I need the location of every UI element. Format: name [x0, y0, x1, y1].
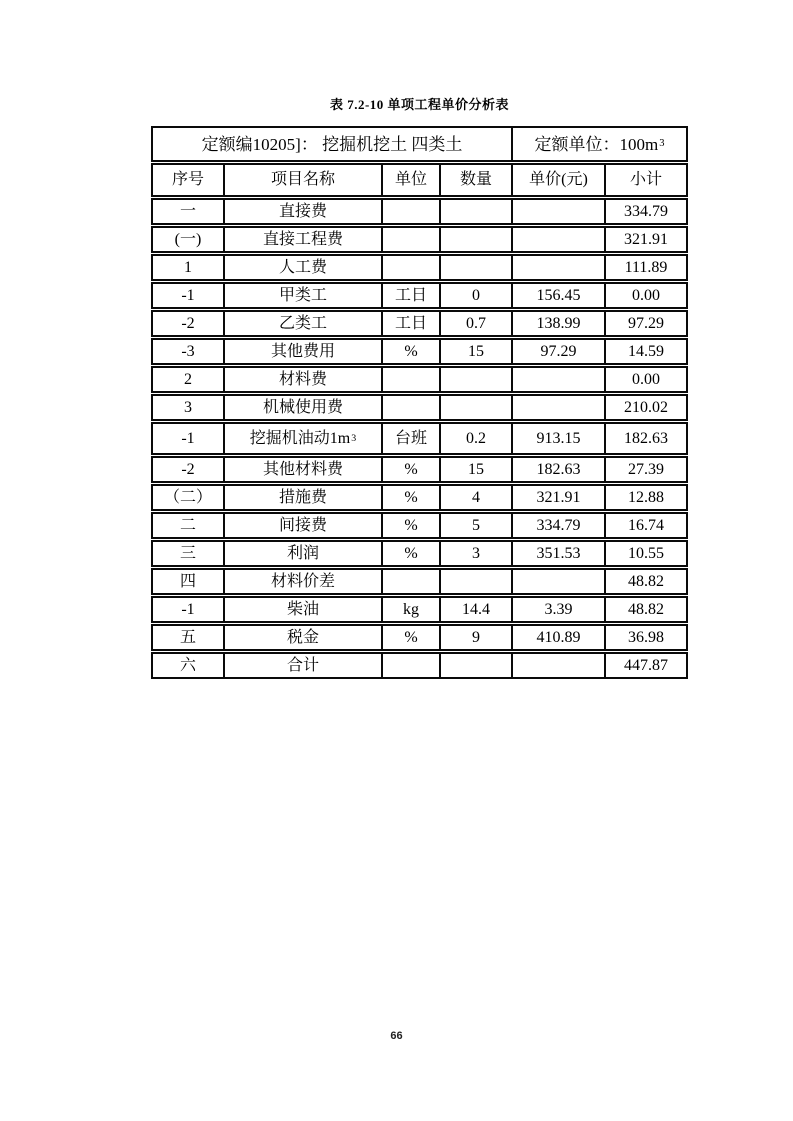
- cell-seq: -1: [153, 424, 225, 453]
- cell-seq: 五: [153, 626, 225, 649]
- cell-name: 利润: [225, 542, 383, 565]
- cell-qty: 0: [441, 284, 513, 307]
- cell-subtotal: 16.74: [628, 516, 664, 534]
- cell-subtotal: 0.00: [632, 286, 660, 304]
- cell-price: 182.63: [513, 458, 606, 481]
- cell-name: 人工费: [225, 256, 383, 279]
- cell-price: 351.53: [513, 542, 606, 565]
- cell-subtotal: 48.82: [628, 572, 664, 590]
- cell-qty: [441, 396, 513, 419]
- cell-name: 柴油: [225, 598, 383, 621]
- cell-price: 321.91: [513, 486, 606, 509]
- table-row: [151, 254, 688, 281]
- cell-seq: 3: [153, 396, 225, 419]
- cell-subtotal: 12.88: [628, 488, 664, 506]
- cell-qty: 9: [441, 626, 513, 649]
- cell-price: [513, 368, 606, 391]
- table-row: [151, 512, 688, 539]
- cell-unit: [383, 654, 441, 677]
- cell-price: [513, 200, 606, 223]
- cell-subtotal: 182.63: [624, 429, 668, 447]
- cell-name: 其他费用: [225, 340, 383, 363]
- cell-seq: -2: [153, 312, 225, 335]
- unit-price-table: [151, 126, 688, 679]
- cell-qty: 4: [441, 486, 513, 509]
- table-caption: 表 7.2-10 单项工程单价分析表: [329, 97, 510, 112]
- cell-subtotal: 447.87: [624, 656, 668, 674]
- cell-name: 间接费: [225, 514, 383, 537]
- cell-seq: -2: [153, 458, 225, 481]
- cell-unit: [383, 256, 441, 279]
- cell-price: 334.79: [513, 514, 606, 537]
- cell-unit: 工日: [383, 312, 441, 335]
- cell-price: 97.29: [513, 340, 606, 363]
- cell-name: 挖掘机油动1m 3: [225, 424, 383, 453]
- cell-seq: 2: [153, 368, 225, 391]
- cell-name: 其他材料费: [225, 458, 383, 481]
- table-row: [151, 624, 688, 651]
- item-name-text: 挖掘机油动1m: [249, 429, 351, 447]
- cell-subtotal: 97.29: [628, 314, 664, 332]
- cell-unit: [383, 570, 441, 593]
- table-row: [151, 366, 688, 393]
- cell-qty: 5: [441, 514, 513, 537]
- column-header-name: 项目名称: [225, 165, 383, 195]
- cell-qty: 15: [441, 340, 513, 363]
- cell-subtotal: 111.89: [624, 258, 668, 276]
- cell-unit: %: [383, 514, 441, 537]
- cell-subtotal: 36.98: [628, 628, 664, 646]
- cell-qty: [441, 654, 513, 677]
- cell-seq: （二）: [153, 486, 225, 509]
- table-row: [151, 540, 688, 567]
- cell-seq: -1: [153, 598, 225, 621]
- cell-seq: 六: [153, 654, 225, 677]
- cell-price: 913.15: [513, 424, 606, 453]
- column-header-unit: 单位: [383, 165, 441, 195]
- cell-name: 乙类工: [225, 312, 383, 335]
- table-row: [151, 394, 688, 421]
- quota-header-row: [151, 126, 688, 162]
- cell-price: [513, 396, 606, 419]
- cell-unit: %: [383, 458, 441, 481]
- cell-qty: [441, 200, 513, 223]
- cell-qty: [441, 570, 513, 593]
- table-row: [151, 310, 688, 337]
- cell-qty: [441, 368, 513, 391]
- cell-unit: %: [383, 486, 441, 509]
- cell-name: 甲类工: [225, 284, 383, 307]
- table-row: [151, 456, 688, 483]
- cell-price: 410.89: [513, 626, 606, 649]
- cell-subtotal: 14.59: [628, 342, 664, 360]
- cell-price: [513, 570, 606, 593]
- table-row: [151, 338, 688, 365]
- cell-seq: -1: [153, 284, 225, 307]
- cell-unit: [383, 396, 441, 419]
- cell-unit: %: [383, 340, 441, 363]
- cell-unit: %: [383, 626, 441, 649]
- cell-subtotal: 0.00: [632, 370, 660, 388]
- table-row: [151, 596, 688, 623]
- cell-seq: 1: [153, 256, 225, 279]
- cell-price: 156.45: [513, 284, 606, 307]
- cell-seq: (一): [153, 228, 225, 251]
- cell-qty: [441, 228, 513, 251]
- cell-qty: [441, 256, 513, 279]
- cell-unit: %: [383, 542, 441, 565]
- cell-name: 措施费: [225, 486, 383, 509]
- cell-unit: [383, 368, 441, 391]
- table-row: [151, 198, 688, 225]
- cell-seq: 一: [153, 200, 225, 223]
- cell-subtotal: 48.82: [628, 600, 664, 618]
- cell-name: 直接费: [225, 200, 383, 223]
- cell-name: 直接工程费: [225, 228, 383, 251]
- cell-qty: 0.7: [441, 312, 513, 335]
- column-header-price: 单价(元): [513, 165, 606, 195]
- table-row: [151, 422, 688, 455]
- cell-name: 合计: [225, 654, 383, 677]
- cell-name: 材料价差: [225, 570, 383, 593]
- cell-price: [513, 256, 606, 279]
- cell-qty: 15: [441, 458, 513, 481]
- table-row: [151, 282, 688, 309]
- quota-unit-label: 定额单位：: [534, 134, 620, 154]
- cell-unit: kg: [383, 598, 441, 621]
- cell-price: [513, 654, 606, 677]
- table-row: [151, 652, 688, 679]
- cell-price: 3.39: [513, 598, 606, 621]
- cell-unit: 台班: [383, 424, 441, 453]
- column-header-qty: 数量: [441, 165, 513, 195]
- cell-qty: 3: [441, 542, 513, 565]
- quota-code-cell: 定额编10205]： 挖掘机挖土 四类土: [153, 128, 513, 160]
- cell-name: 机械使用费: [225, 396, 383, 419]
- quota-unit-cell: 定额单位： 100m 3: [534, 134, 665, 154]
- cell-subtotal: 321.91: [624, 230, 668, 248]
- cell-seq: -3: [153, 340, 225, 363]
- cell-name: 税金: [225, 626, 383, 649]
- cell-seq: 四: [153, 570, 225, 593]
- table-row: [151, 484, 688, 511]
- cell-unit: 工日: [383, 284, 441, 307]
- column-header-seq: 序号: [153, 165, 225, 195]
- cell-seq: 三: [153, 542, 225, 565]
- cell-subtotal: 210.02: [624, 398, 668, 416]
- table-row: [151, 568, 688, 595]
- column-header-row: [151, 163, 688, 197]
- cell-name: 材料费: [225, 368, 383, 391]
- page-number: 66: [390, 1030, 403, 1042]
- cell-unit: [383, 228, 441, 251]
- cell-seq: 二: [153, 514, 225, 537]
- cell-unit: [383, 200, 441, 223]
- quota-unit-value: 100m: [619, 134, 659, 154]
- cell-qty: 14.4: [441, 598, 513, 621]
- cell-qty: 0.2: [441, 424, 513, 453]
- table-row: [151, 226, 688, 253]
- column-header-subtotal: 小计: [629, 171, 662, 188]
- cell-subtotal: 10.55: [628, 544, 664, 562]
- cell-price: [513, 228, 606, 251]
- cell-price: 138.99: [513, 312, 606, 335]
- cell-subtotal: 334.79: [624, 202, 668, 220]
- cell-subtotal: 27.39: [628, 460, 664, 478]
